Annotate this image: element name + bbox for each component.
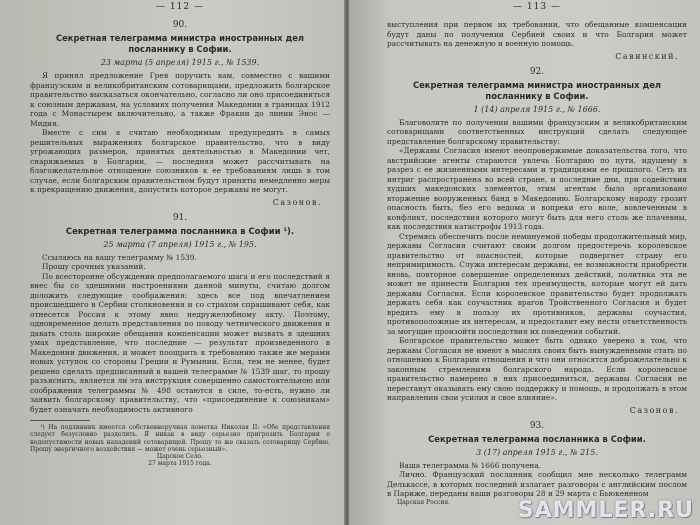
doc-92-number: 92. <box>529 66 545 77</box>
doc-92-title: Секретная телеграмма министра иностранных дел посланнику в Софии. <box>412 79 662 101</box>
doc-92-paragraph-2: «Державы Согласия имеют неопровержимые доказательства того, что австрийские агенты стараются увлечь Болгарию по пути, идущему в разрез с ее жизненными интересами и традициями ее прошлого. Сеть их интриг распространена во всей стране, и последние дни, при содействии худших македонских элементов, этим агентам было организовано вторжение вооруженных банд в Македонию. Болгарскому народу грозит опасность быть, без его ведома и вопреки его воле, вовлеченным в конфликт, последствия которого могут быть для него столь же плачевны, как последствия катастрофы 1913 года. <box>387 146 687 231</box>
doc-92-paragraph-4: Болгарское правительство может быть однако уверено в том, что державы Согласия не имеют в мыслях своих быть вынужденными стать по отношению к Болгарии отношения и что они относятся доброжелательно к законным стремлениям болгарского народа. Если королевское правительство намерено в них присоединиться, державы Согласия не перестанут оказывать ему свою поддержку и помощь, и продолжать в этом направлении свои усилия и свое влияние». <box>387 336 687 402</box>
doc-90-date: 23 марта (5 апреля) 1915 г., № 1539. <box>100 58 260 67</box>
doc-90-title: Секретная телеграмма министра иностранных дел посланнику в Софии. <box>55 33 305 54</box>
doc-92-date: 1 (14) апреля 1915 г., № 1666. <box>473 104 601 114</box>
doc-93-title: Секретная телеграмма посланника в Софии. <box>428 433 646 444</box>
doc-91-continuation: выступления при первом их требовании, что обещанные компенсации будут даны по получении Сербией своих и что Болгария может рассчитывать на денежную и военную помощь. <box>387 20 687 48</box>
left-page <box>0 0 345 525</box>
left-page-content <box>30 2 330 468</box>
doc-91-paragraph-1: Ссылаюсь на вашу телеграмму № 1539. <box>42 252 197 262</box>
doc-93-source-stamp: Царская Россия. <box>397 498 451 506</box>
doc-90-signature: Сазонов. <box>272 197 322 207</box>
page-number-112: — 112 — <box>156 2 204 12</box>
footnote-date: 27 марта 1915 года. <box>148 460 212 468</box>
doc-91-number: 91. <box>172 212 188 223</box>
doc-92-paragraph-3: Стремясь обеспечить после неминуемой победы продолжительный мир, державы Согласия считают своим долгом предостеречь королевское правительство от опасностей, которые подвергнет страну его непримиримость. Служа интересам державы, ее возможности приобрести вновь, повторное совершение определенных действий, политика эта не может не принести Болгарии тех преимуществ, которые могут ей дать державы Согласия. Если королевское правительство будет продолжать держать себя как соучастник врагов Тройственного Согласия и будет вредить ему в пользу их противников, державы соучастия, противоположные их интересам, и предоставит ему нести ответственность за могущие произойти последствия их поведения событий. <box>387 231 687 336</box>
site-watermark: SAMMLER.RU <box>517 498 694 523</box>
right-page <box>349 0 700 525</box>
doc-92-signature: Сазонов. <box>629 405 679 415</box>
doc-93-date: 3 (17) апреля 1915 г., № 215. <box>476 447 598 457</box>
doc-91-title: Секретная телеграмма посланника в Софии ¹). <box>65 225 295 236</box>
right-page-content <box>387 2 687 506</box>
doc-90-paragraph-2: Вместе с сим я считаю необходимым предупредить в самых решительных выражениях болгарское правительство, что в виду угрожающих размеров, принятых деятельностью в Македонии чет, снаряжаемых в Болгарии, — последняя может рассчитывать на благожелательное отношение союзников к ее требованиям лишь в том случае, если болгарским правительством будут приняты немедленно меры к прекращению движения, допустить которое державы не могут. <box>30 128 330 194</box>
footnote-text: ¹) На подлинник имеется собственноручная пометка Николая II: «Обе представления следует безусловно разделить. Я никак в виду серьезно пригрозить Болгарии о недопустимости новых нападений сотоварищей. Прошу то же сказать сотоварищу Сербию. Прошу энергичного воздействия — может очень серьезный». <box>30 424 330 453</box>
doc-90-number: 90. <box>172 20 188 30</box>
footnote-place: Царское Село. <box>156 453 204 461</box>
doc-92-paragraph-1: Благоволите по получении вашими французским и великобританским сотоварищами соответственных инструкций сделать следующее представление болгарскому правительству: <box>387 117 687 146</box>
doc-93-paragraph-2: Лично. Французский посланник сообщил мне несколько телеграмм Делькассе, в которых последний излагает разговоры с английским послом в Париже, переданы ваши разговоры 28 и 29 марта с Бьюкененом <box>387 470 687 498</box>
doc-93-paragraph-1: Ваша телеграмма № 1666 получена. <box>399 460 542 470</box>
doc-91-date: 25 марта (7 апреля) 1915 г., № 195. <box>103 239 257 249</box>
doc-91-paragraph-3: По всесторонне обсуждении предполагаемого шага и его последствий я внес бы со здешними настроениями данной минуты, считаю долгом доложить следующие соображения: здесь все под впечатлением происшедшего в Сербии столкновения и со страхом спрашивают себя, как отнесется Россия к этому явно недружелюбному акту. Поэтому, одновременное делать представления по поводу четнического движения и давать столь широкие обещания компенсации может вызвать в здешних умах представление, что последние — результат произведенного в Македонии движения, и может поощрить к требованию также же мерами новых уступок со стороны Греции и Румынии. Если, тем не менее, будет решено сделать предписанный в вашей телеграмме № 1539 шаг, то прошу разъяснить, является ли эта инструкция совершенно самостоятельною или соображения телеграммы № 498 остаются в силе, то-есть, нужно ли заявить болгарскому правительству, что «присоединение к союзникам» будет означать необходимость активного <box>30 271 330 414</box>
footnote-divider <box>30 420 90 421</box>
doc-91-signature: Савинский. <box>615 51 679 61</box>
doc-93-number: 93. <box>529 420 545 431</box>
doc-90-paragraph-1: Я принял предложение Грея поручить вам, совместно с вашими французским и великобританским сотоварищами, предложить болгарское правительство высказаться окончательно, согласно ли оно присоединиться к союзным державам, на условиях получения Македонии в границах 1912 года с Монастырем включительно, а также Фракии до линии Энос — Мидия. <box>30 71 330 128</box>
doc-91-paragraph-2: Прошу срочных указаний. <box>42 262 146 271</box>
page-number-113: — 113 — <box>513 2 561 12</box>
